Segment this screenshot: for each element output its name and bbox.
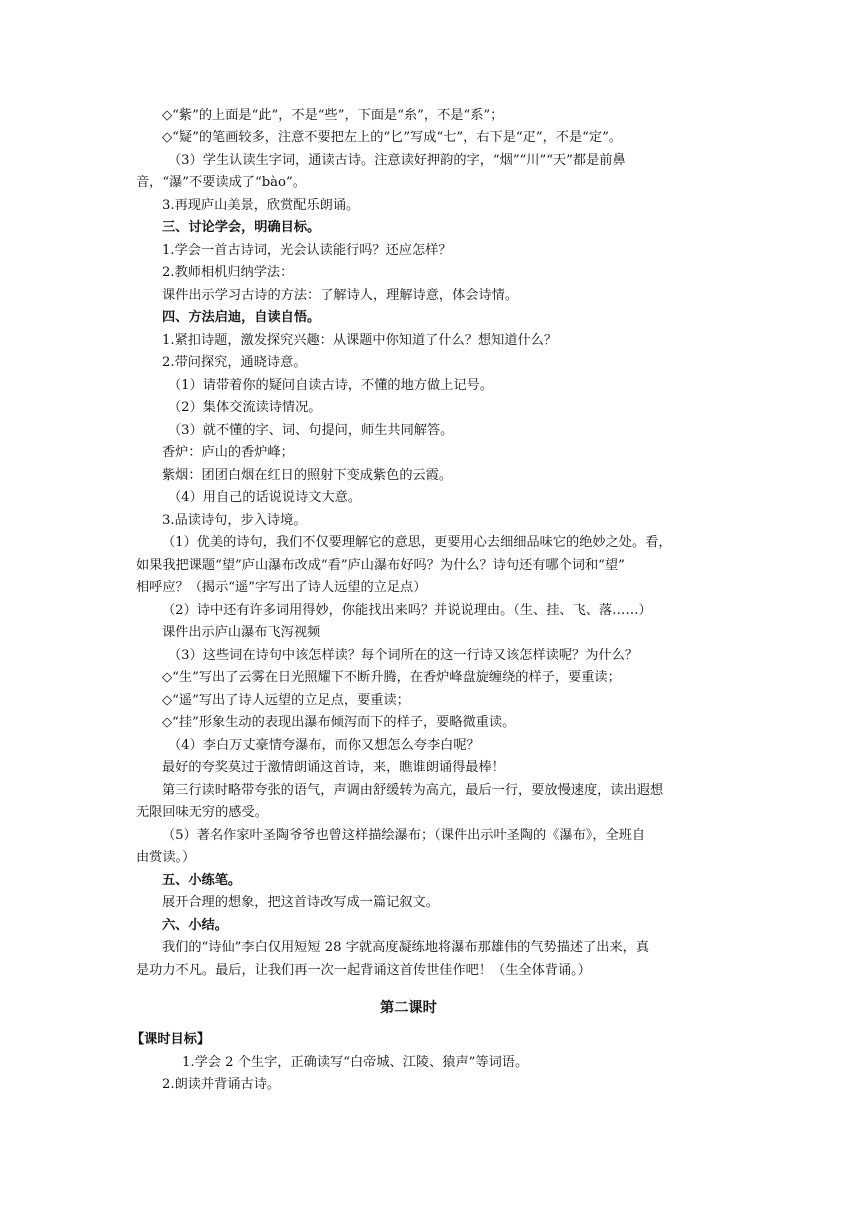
text-line: 3.再现庐山美景，欣赏配乐朗诵。 — [162, 198, 360, 213]
text-line: 2.朗读并背诵古诗。 — [162, 1077, 281, 1092]
lesson-title: 第二课时 — [380, 1000, 437, 1016]
section-heading: 三、讨论学会，明确目标。 — [162, 220, 321, 235]
text-line: 香炉：庐山的香炉峰； — [162, 445, 294, 460]
text-line: 1.紧扣诗题，激发探究兴趣：从课题中你知道了什么？想知道什么？ — [162, 333, 558, 348]
text-line: 最好的夸奖莫过于激情朗诵这首诗，来，瞧谁朗诵得最棒！ — [162, 760, 505, 775]
text-line: 音，“瀑”不要读成了“bào”。 — [136, 175, 306, 190]
section-heading: 六、小结。 — [162, 918, 228, 933]
text-line: （3）这些词在诗句中该怎样读？每个词所在的这一行诗又该怎样读呢？为什么？ — [168, 648, 638, 663]
text-line: 展开合理的想象，把这首诗改写成一篇记叙文。 — [162, 895, 439, 910]
text-line: 2.带问探究，通晓诗意。 — [162, 355, 307, 370]
text-line: 相呼应？（揭示“遥”字写出了诗人远望的立足点） — [136, 580, 427, 595]
text-line: （4）李白万丈豪情夸瀑布，而你又想怎么夸李白呢？ — [168, 738, 480, 753]
section-heading: 五、小练笔。 — [162, 873, 242, 888]
text-line: 如果我把课题“望”庐山瀑布改成“看”庐山瀑布好吗？为什么？诗句还有哪个词和“望” — [136, 558, 625, 573]
text-line: 紫烟：团团白烟在红日的照射下变成紫色的云霞。 — [162, 468, 453, 483]
section-heading: 四、方法启迪，自读自悟。 — [162, 310, 321, 325]
text-line: ◇“紫”的上面是“此”，不是“些”，下面是“糸”，不是“系”； — [162, 108, 504, 123]
text-line: 是功力不凡。最后，让我们再一次一起背诵这首传世佳作吧！（生全体背诵。） — [136, 963, 591, 978]
text-line: （5）著名作家叶圣陶爷爷也曾这样描绘瀑布；（课件出示叶圣陶的《瀑布》，全班自 — [162, 828, 646, 843]
text-line: 我们的“诗仙”李白仅用短短 28 字就高度凝练地将瀑布那雄伟的气势描述了出来，真 — [162, 940, 650, 955]
text-line: 3.品读诗句，步入诗境。 — [162, 513, 307, 528]
text-line: （1）请带着你的疑问自读古诗，不懂的地方做上记号。 — [168, 378, 493, 393]
text-line: ◇“疑”的笔画较多，注意不要把左上的“匕”写成“七”，右下是“疋”，不是“定”。 — [162, 130, 622, 145]
text-line: （1）优美的诗句，我们不仅要理解它的意思，更要用心去细细品味它的绝妙之处。看， — [162, 535, 672, 550]
text-line: 1.学会一首古诗词，光会认读能行吗？还应怎样？ — [162, 243, 452, 258]
text-line: （4）用自己的话说说诗文大意。 — [168, 490, 362, 505]
section-heading: 【课时目标】 — [131, 1032, 211, 1047]
text-line: （3）就不懂的字、词、句提问，师生共同解答。 — [168, 423, 454, 438]
text-line: 课件出示庐山瀑布飞泻视频 — [162, 625, 321, 640]
text-line: （2）诗中还有许多词用得妙，你能找出来吗？并说说理由。（生、挂、飞、落……） — [162, 603, 652, 618]
text-line: 第三行读时略带夸张的语气，声调由舒缓转为高亢，最后一行，要放慢速度，读出遐想 — [162, 783, 664, 798]
text-line: ◇“遥”写出了诗人远望的立足点，要重读； — [162, 693, 410, 708]
text-line: 2.教师相机归纳学法： — [162, 265, 294, 280]
text-line: 无限回味无穷的感受。 — [136, 805, 268, 820]
text-line: ◇“挂”形象生动的表现出瀑布倾泻而下的样子，要略微重读。 — [162, 715, 516, 730]
text-line: （3）学生认读生字词，通读古诗。注意读好押韵的字，“烟”“川”“天”都是前鼻 — [168, 153, 626, 168]
text-line: 课件出示学习古诗的方法：了解诗人，理解诗意，体会诗情。 — [162, 288, 519, 303]
text-line: ◇“生”写出了云雾在日光照耀下不断升腾，在香炉峰盘旋缠绕的样子，要重读； — [162, 670, 621, 685]
text-line: （2）集体交流读诗情况。 — [168, 400, 322, 415]
text-line: 1.学会 2 个生字，正确读写“白帝城、江陵、猿声”等词语。 — [182, 1055, 529, 1070]
text-line: 由赏读。） — [136, 850, 196, 865]
